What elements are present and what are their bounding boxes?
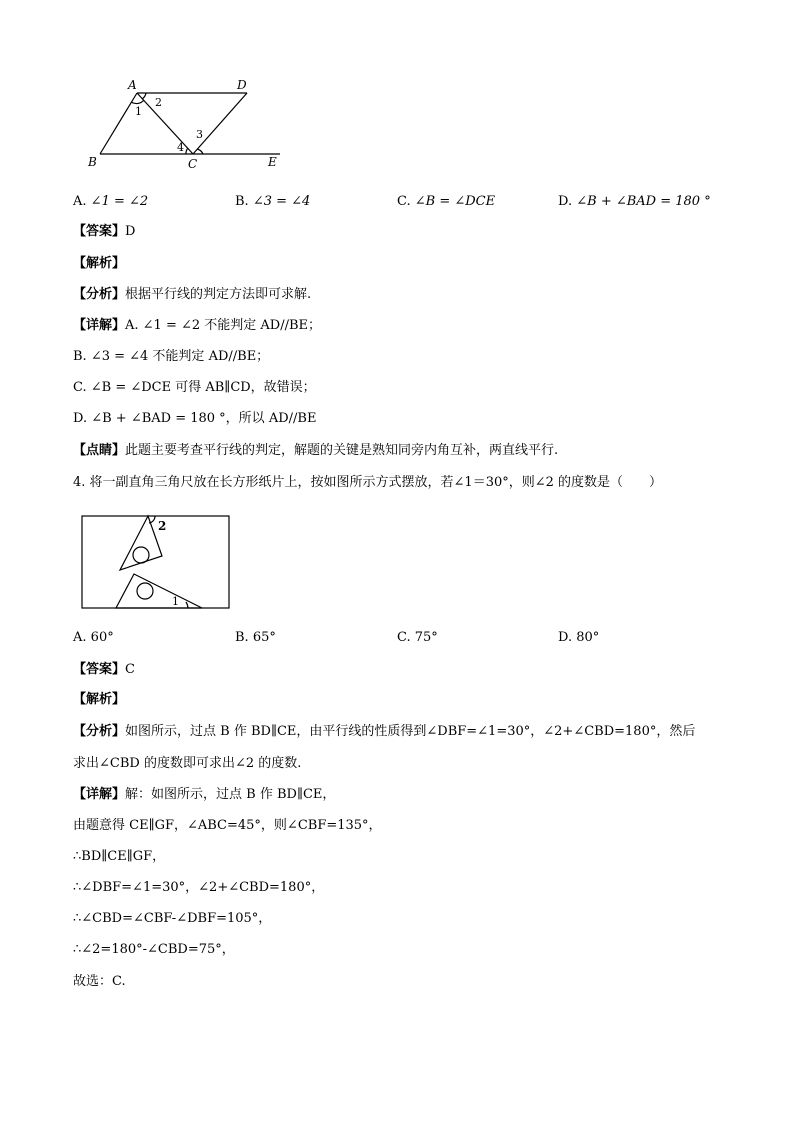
angle-arc-4 bbox=[186, 148, 188, 154]
q4-fenxi-2: 求出∠CBD 的度数即可求出∠2 的度数. bbox=[73, 756, 302, 771]
paper-rectangle bbox=[82, 516, 229, 608]
angle-arc-3 bbox=[197, 149, 203, 154]
q4-xiangjie-7: 故选：C. bbox=[73, 974, 126, 989]
q4-xiangjie-4: ∴∠DBF=∠1=30°，∠2+∠CBD=180°， bbox=[73, 880, 325, 895]
q4-xiangjie-2: 由题意得 CE∥GF，∠ABC=45°，则∠CBF=135°， bbox=[73, 818, 382, 833]
label-e: E bbox=[268, 155, 277, 169]
angle-arc-1 bbox=[186, 602, 188, 608]
label-c: C bbox=[188, 157, 198, 171]
q4-option-a: A. 60° bbox=[73, 630, 114, 645]
q3-jiexi: 【解析】 bbox=[73, 256, 126, 271]
label-a: A bbox=[128, 78, 137, 92]
q3-option-c: C. ∠B = ∠DCE bbox=[397, 194, 496, 209]
q3-dianjing: 【点睛】此题主要考查平行线的判定，解题的关键是熟知同旁内角互补，两直线平行. bbox=[73, 443, 559, 458]
angle-arc-2 bbox=[142, 93, 146, 99]
label-angle-1: 1 bbox=[135, 105, 142, 118]
figure-set-squares bbox=[80, 514, 232, 610]
label-angle-2: 2 bbox=[155, 96, 162, 109]
set-square-lower-hole bbox=[137, 583, 153, 599]
q3-xiangjie-2: B. ∠3 = ∠4 不能判定 AD//BE； bbox=[73, 349, 270, 364]
q4-jiexi: 【解析】 bbox=[73, 692, 126, 707]
q3-xiangjie-3: C. ∠B = ∠DCE 可得 AB∥CD，故错误； bbox=[73, 380, 316, 395]
label-b: B bbox=[88, 155, 97, 169]
q3-answer: 【答案】D bbox=[73, 224, 136, 239]
q3-xiangjie-1: 【详解】A. ∠1 = ∠2 不能判定 AD//BE； bbox=[73, 318, 322, 333]
q4-xiangjie-3: ∴BD∥CE∥GF， bbox=[73, 849, 166, 864]
q4-answer: 【答案】C bbox=[73, 662, 135, 677]
q3-fenxi: 【分析】根据平行线的判定方法即可求解. bbox=[73, 287, 312, 302]
label-d: D bbox=[237, 78, 247, 92]
figure-parallel-lines bbox=[80, 75, 300, 175]
q4-fenxi-1: 【分析】如图所示，过点 B 作 BD∥CE，由平行线的性质得到∠DBF=∠1=30°，∠2+∠CBD=180°，然后 bbox=[73, 724, 696, 739]
q4-question: 4. 将一副直角三角尺放在长方形纸片上，按如图所示方式摆放，若∠1＝30°，则∠2 的度数是（ ） bbox=[73, 475, 663, 490]
label-angle-2: 2 bbox=[158, 519, 167, 533]
q4-option-d: D. 80° bbox=[558, 630, 600, 645]
q3-option-a: A. ∠1 = ∠2 bbox=[73, 194, 149, 209]
q4-option-b: B. 65° bbox=[235, 630, 276, 645]
segment-ac bbox=[137, 93, 193, 154]
q3-option-d: D. ∠B + ∠BAD = 180 ° bbox=[558, 194, 711, 209]
label-angle-1: 1 bbox=[172, 595, 179, 608]
label-angle-3: 3 bbox=[196, 128, 203, 141]
segment-dc bbox=[193, 93, 247, 154]
set-square-upper bbox=[120, 516, 162, 570]
q4-xiangjie-5: ∴∠CBD=∠CBF-∠DBF=105°， bbox=[73, 911, 272, 926]
set-square-upper-hole bbox=[133, 547, 149, 563]
q4-option-c: C. 75° bbox=[397, 630, 438, 645]
q4-xiangjie-6: ∴∠2=180°-∠CBD=75°， bbox=[73, 942, 235, 957]
set-square-lower bbox=[116, 574, 202, 608]
q4-xiangjie-1: 【详解】解：如图所示，过点 B 作 BD∥CE， bbox=[73, 787, 336, 802]
q3-option-b: B. ∠3 = ∠4 bbox=[235, 194, 311, 209]
label-angle-4: 4 bbox=[177, 141, 184, 154]
q3-xiangjie-4: D. ∠B + ∠BAD = 180 °，所以 AD//BE bbox=[73, 411, 317, 426]
